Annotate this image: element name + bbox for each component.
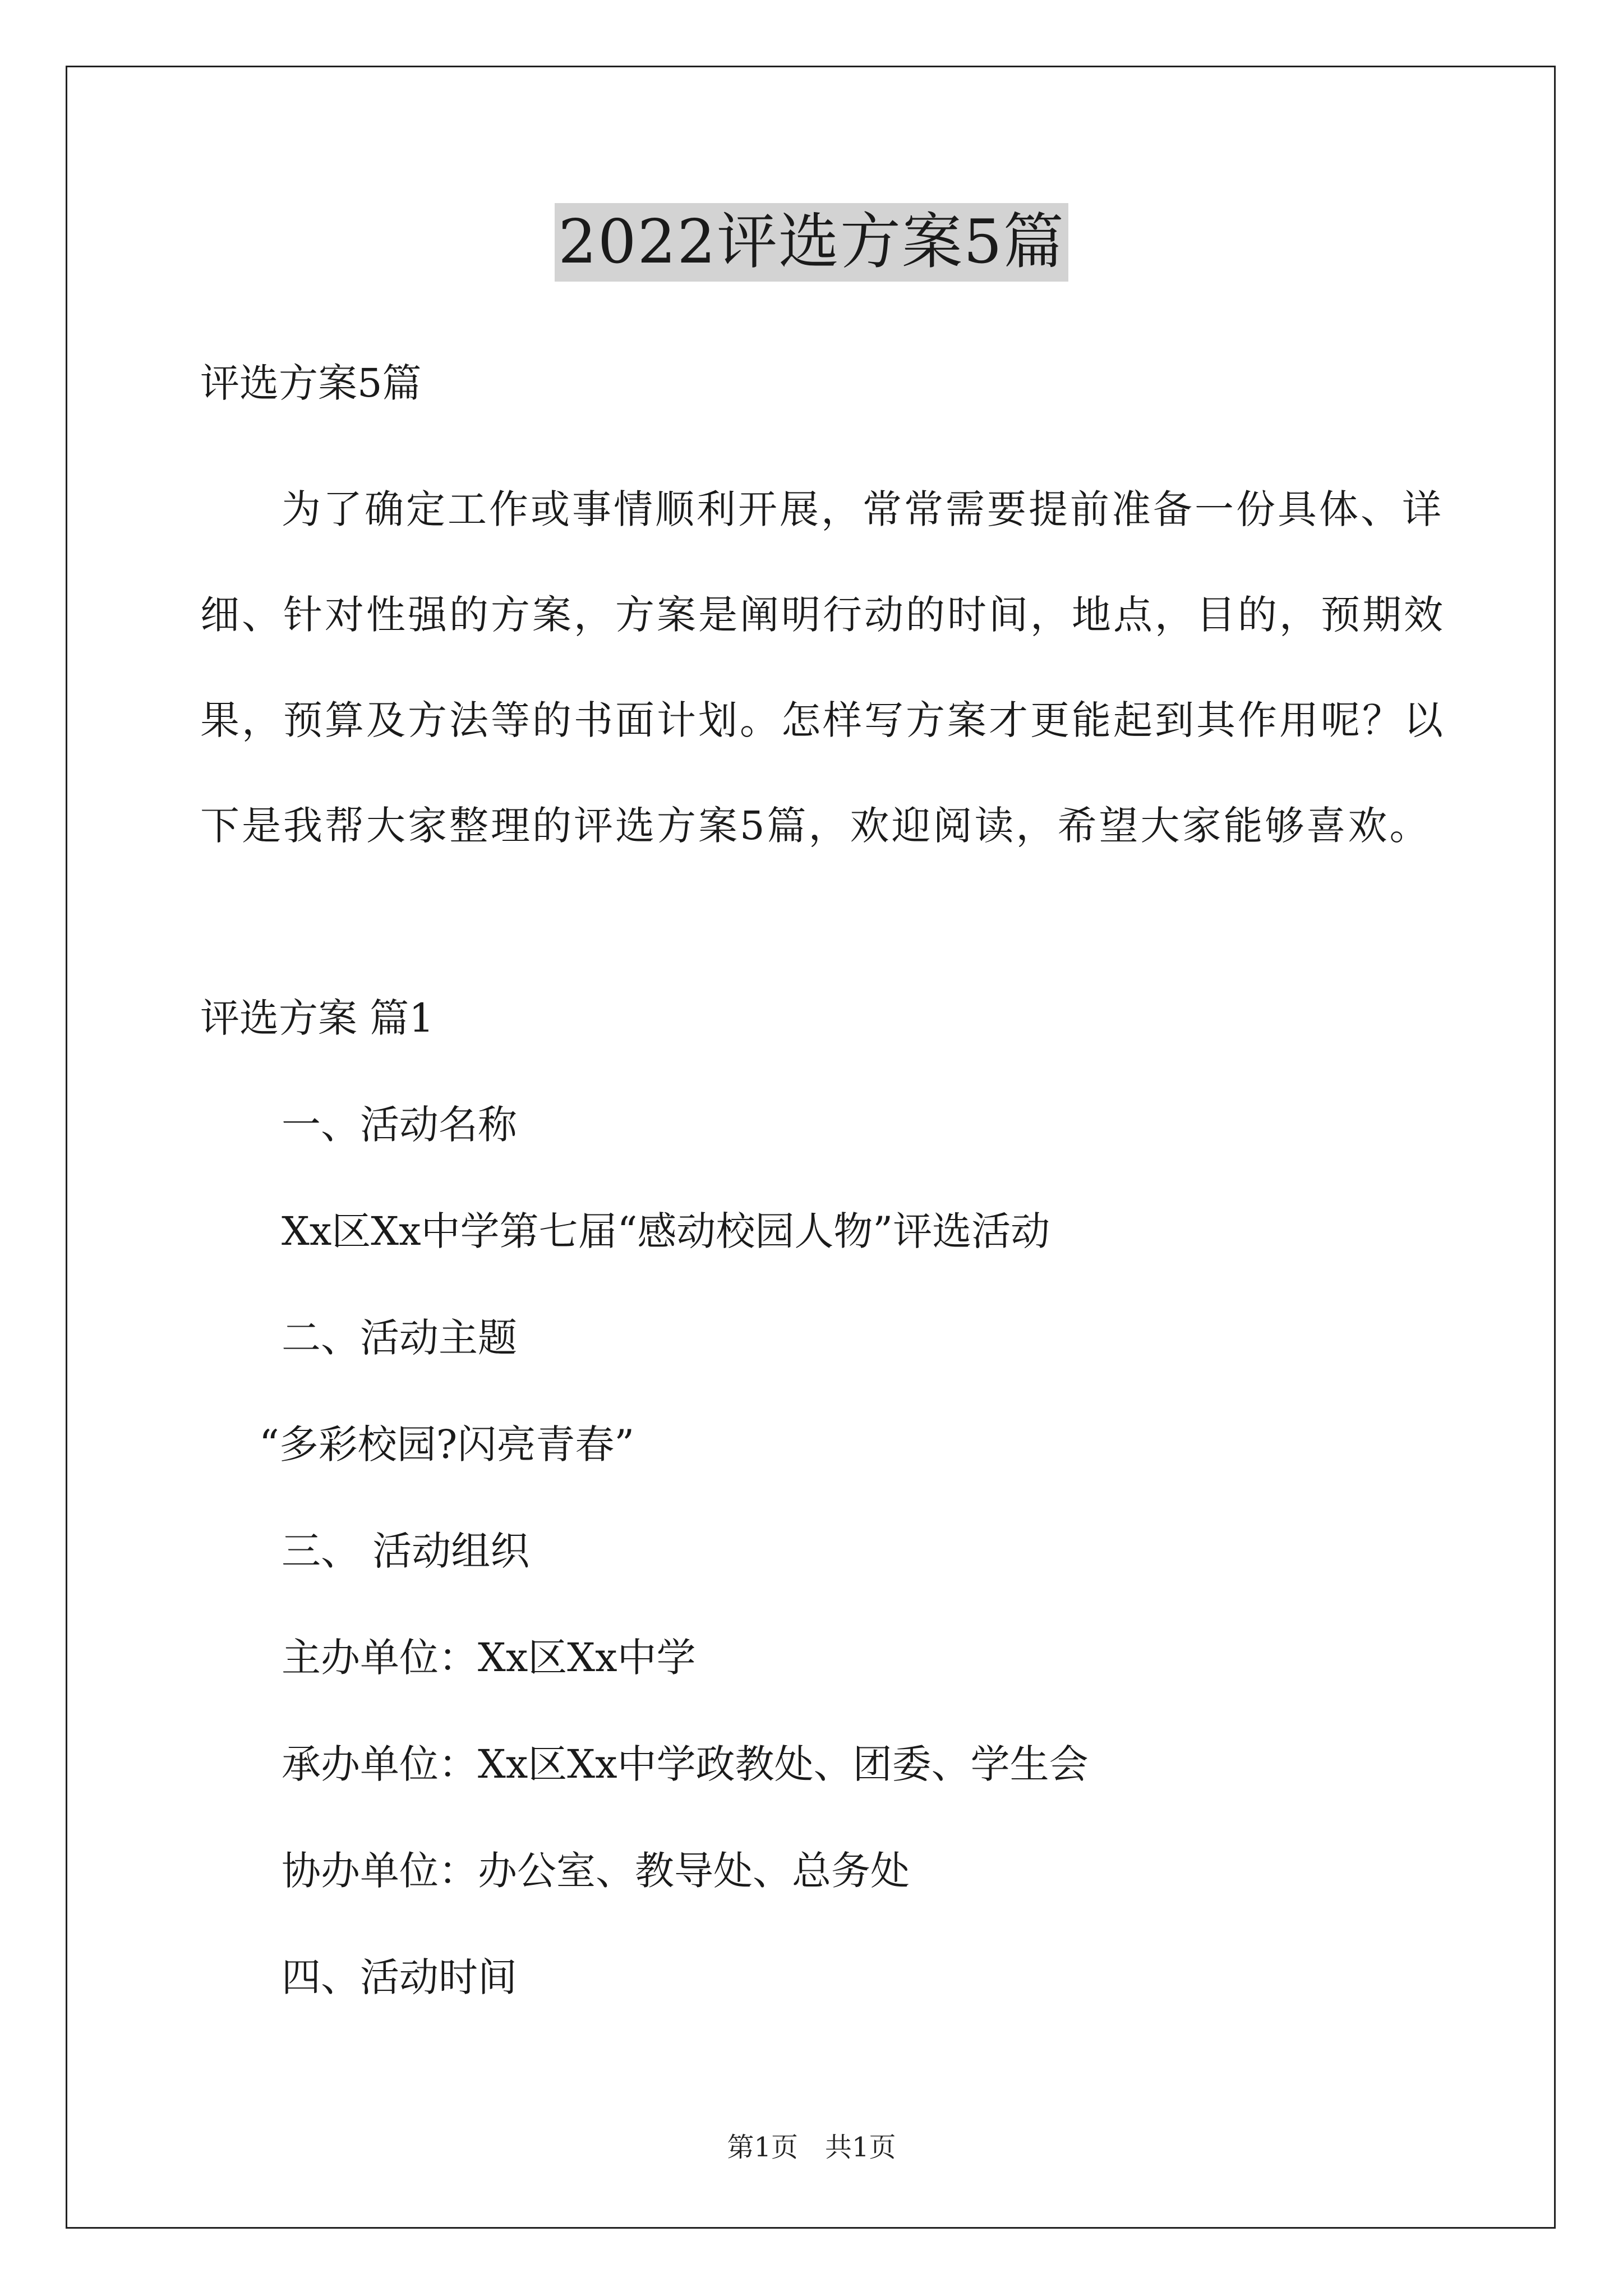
intro-paragraph <box>200 457 1445 878</box>
item-text: 主办单位：Xx区Xx中学 <box>282 1635 696 1681</box>
section-heading: 评选方案 篇1 <box>200 995 434 1041</box>
item-heading: 一、活动名称 <box>282 1102 517 1148</box>
page-footer <box>0 2131 1623 2164</box>
page-indicator: 第1页 共1页 <box>727 2132 896 2163</box>
item-heading: 二、活动主题 <box>282 1315 517 1361</box>
intro-line: 为了确定工作或事情顺利开展，常常需要提前准备一份具体、详 <box>282 486 1444 532</box>
document-subtitle: 评选方案5篇 <box>200 360 422 406</box>
item-text: Xx区Xx中学第七届“感动校园人物”评选活动 <box>282 1208 1050 1254</box>
title-container <box>0 203 1623 282</box>
item-heading: 四、活动时间 <box>282 1954 517 2000</box>
item-text: 承办单位：Xx区Xx中学政教处、团委、学生会 <box>282 1741 1089 1787</box>
intro-line: 下是我帮大家整理的评选方案5篇，欢迎阅读，希望大家能够喜欢。 <box>200 803 1431 849</box>
item-heading: 三、 活动组织 <box>282 1528 530 1574</box>
item-text: “多彩校园?闪亮青春” <box>259 1421 635 1467</box>
document-title: 2022评选方案5篇 <box>555 203 1068 282</box>
intro-line: 果，预算及方法等的书面计划。怎样写方案才更能起到其作用呢？以 <box>200 697 1445 743</box>
item-text: 协办单位：办公室、教导处、总务处 <box>282 1848 910 1894</box>
intro-line: 细、针对性强的方案，方案是阐明行动的时间，地点，目的，预期效 <box>200 592 1445 638</box>
